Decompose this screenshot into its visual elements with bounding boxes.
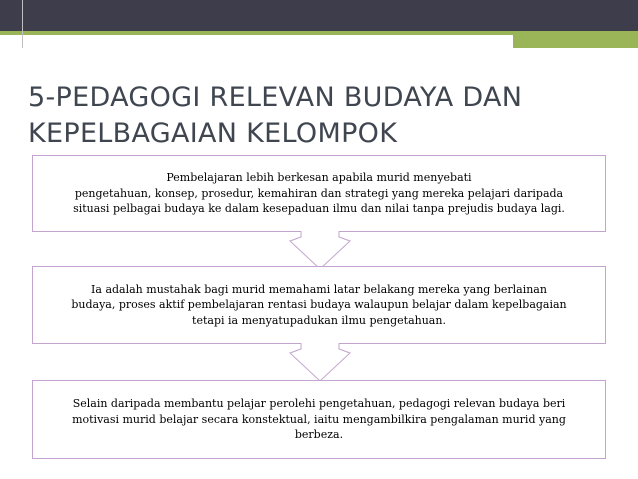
flow-box-3 (32, 380, 606, 459)
chevron-down-icon (290, 231, 350, 269)
top-header-bar (0, 0, 638, 31)
chevron-down-icon (290, 343, 350, 381)
flow-box-1-text (73, 170, 565, 217)
flow-box-3-line-1: Selain daripada membantu pelajar perolehi pengetahuan, pedagogi relevan budaya beri (72, 397, 566, 411)
flow-box-2 (32, 266, 606, 344)
flow-box-1 (32, 155, 606, 232)
flow-box-2-line-3: tetapi ia menyatupadukan ilmu pengetahuan. (192, 313, 446, 327)
flow-box-2-line-2: budaya, proses aktif pembelajaran rentasi budaya walaupun belajar dalam kepelbagaian (71, 298, 567, 312)
flow-box-1-line-2: pengetahuan, konsep, prosedur, kemahiran dan strategi yang mereka pelajari daripada (74, 186, 564, 200)
flow-box-3-line-2: motivasi murid belajar secara konstektual, iaitu mengambilkira pengalaman murid yang (72, 412, 566, 426)
flow-box-1-line-3: situasi pelbagai budaya ke dalam kesepaduan ilmu dan nilai tanpa prejudis budaya lagi. (73, 202, 565, 216)
flow-box-3-line-3: berbeza. (294, 428, 344, 442)
vertical-divider-line (22, 0, 23, 48)
flow-box-2-line-1: Ia adalah mustahak bagi murid memahami latar belakang mereka yang berlainan (91, 282, 547, 296)
accent-block (513, 31, 638, 48)
slide-title-line-2: KEPELBAGAIAN KELOMPOK (28, 118, 398, 149)
slide-title (28, 80, 522, 152)
flow-box-2-text (71, 282, 566, 329)
flow-box-1-line-1: Pembelajaran lebih berkesan apabila murid menyebati (166, 171, 472, 185)
slide-title-line-1: 5-PEDAGOGI RELEVAN BUDAYA DAN (28, 82, 523, 113)
flow-box-3-text (72, 396, 566, 443)
